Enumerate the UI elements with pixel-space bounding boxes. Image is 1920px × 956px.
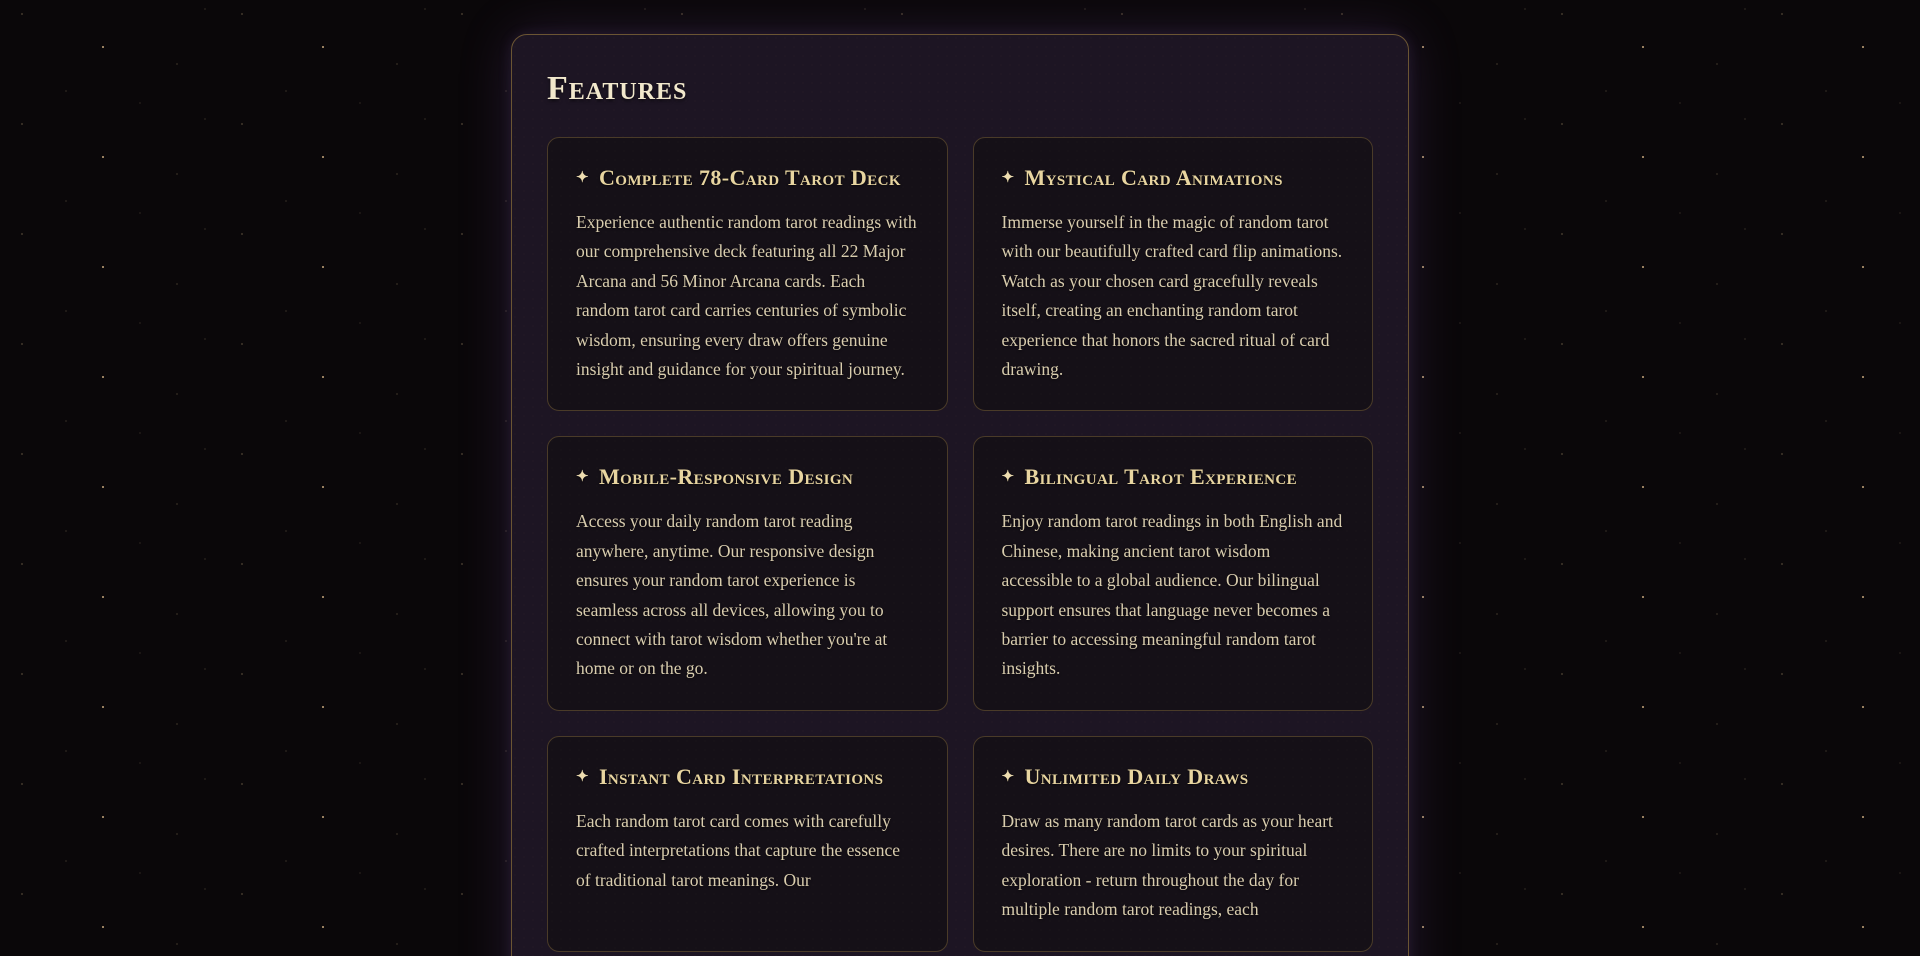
sparkle-icon: ✦ bbox=[1001, 170, 1015, 186]
feature-card-description: Access your daily random tarot reading anywhere, anytime. Our responsive design ensures your random tarot experience is seamless across all devices, allowing you to connect with tarot wisdom whether you're at home or on the go. bbox=[576, 511, 888, 679]
sparkle-icon: ✦ bbox=[576, 768, 589, 785]
feature-card-title-text: Unlimited Daily Draws bbox=[1024, 763, 1249, 789]
feature-card-title bbox=[1002, 763, 1345, 791]
sparkle-icon: ✦ bbox=[576, 170, 589, 186]
feature-card-bilingual bbox=[973, 436, 1374, 710]
feature-card-description: Draw as many random tarot cards as your heart desires. There are no limits to your spiritual exploration - return throughout the day for multiple random tarot readings, each bbox=[1001, 810, 1333, 920]
feature-card-unlimited-draws bbox=[973, 736, 1374, 952]
feature-card-mobile-responsive bbox=[547, 436, 948, 710]
feature-card-interpretations bbox=[547, 736, 948, 952]
feature-card-description: Each random tarot card comes with carefully crafted interpretations that capture the essence of traditional tarot meanings. Our bbox=[576, 810, 901, 890]
feature-card-animations bbox=[973, 137, 1374, 411]
feature-card-title bbox=[576, 763, 919, 791]
features-panel bbox=[511, 34, 1409, 956]
sparkle-icon: ✦ bbox=[1001, 469, 1015, 486]
sparkle-icon: ✦ bbox=[1001, 768, 1015, 785]
feature-card-title-text: Complete 78-Card Tarot Deck bbox=[598, 165, 901, 190]
feature-card-complete-deck bbox=[547, 137, 948, 411]
feature-card-title-text: Instant Card Interpretations bbox=[598, 763, 884, 789]
sparkle-icon: ✦ bbox=[576, 469, 589, 486]
feature-card-title bbox=[1002, 463, 1345, 491]
features-grid bbox=[547, 137, 1373, 952]
feature-card-title-text: Bilingual Tarot Experience bbox=[1024, 464, 1298, 490]
feature-card-title-text: Mystical Card Animations bbox=[1024, 165, 1283, 190]
feature-card-title bbox=[1002, 164, 1345, 192]
feature-card-title bbox=[576, 164, 919, 192]
section-heading: Features bbox=[547, 70, 688, 107]
feature-card-title-text: Mobile-Responsive Design bbox=[598, 464, 854, 490]
feature-card-description: Enjoy random tarot readings in both English and Chinese, making ancient tarot wisdom accessible to a global audience. Our bilingual support ensures that language never becomes a barrier to accessing meaningful random tarot insights. bbox=[1001, 511, 1343, 679]
feature-card-title bbox=[576, 463, 919, 491]
feature-card-description: Immerse yourself in the magic of random tarot with our beautifully crafted card flip animations. Watch as your chosen card gracefully reveals itself, creating an enchanting random tarot experience that honors the sacred ritual of card drawing. bbox=[1001, 212, 1343, 380]
feature-card-description: Experience authentic random tarot readings with our comprehensive deck featuring all 22 Major Arcana and 56 Minor Arcana cards. Each random tarot card carries centuries of symbolic wisdom, ensuring every draw offers genuine insight and guidance for your spiritual journey. bbox=[576, 212, 917, 380]
